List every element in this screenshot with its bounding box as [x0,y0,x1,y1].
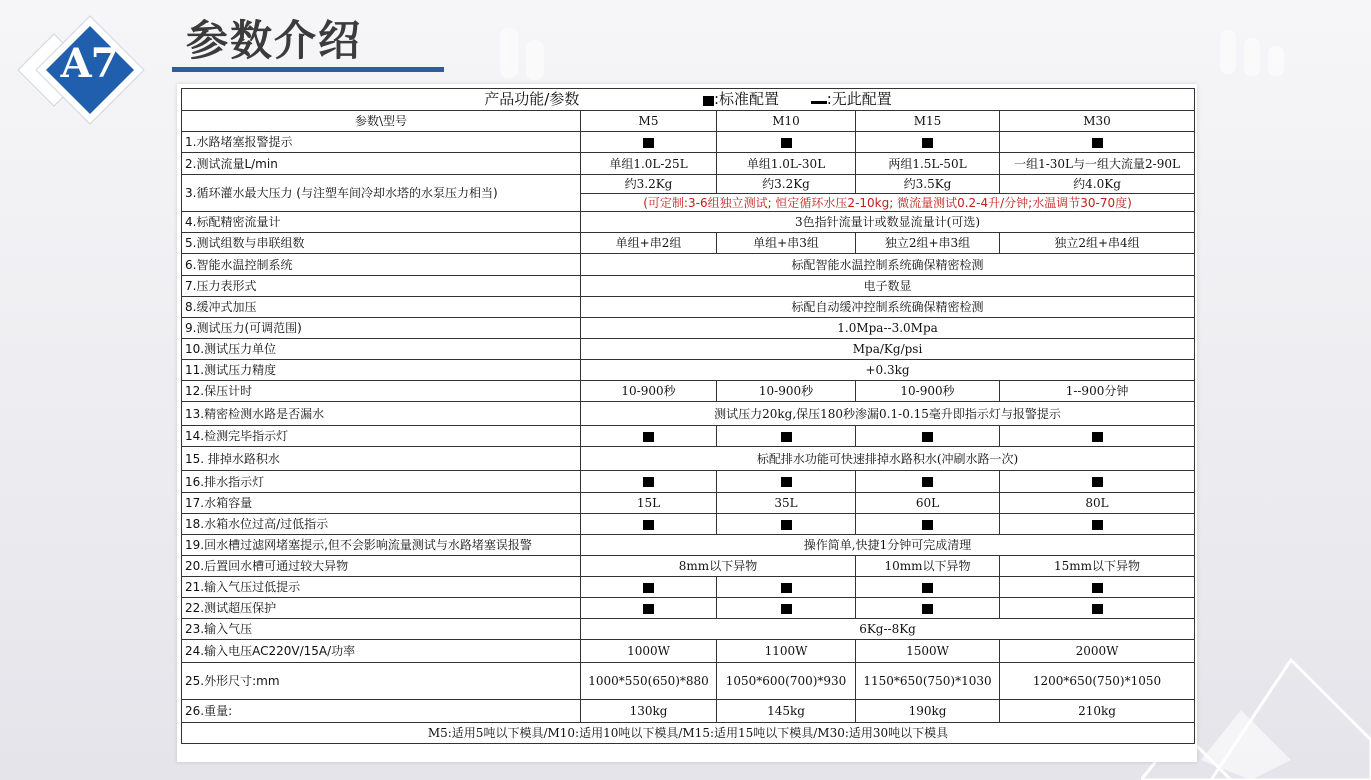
standard-square-icon [1092,477,1103,487]
row-label: 1.水路堵塞报警提示 [182,132,581,153]
cell-value: 约3.2Kg [581,175,717,194]
row-label: 12.保压计时 [182,381,581,402]
row-label: 15. 排掉水路积水 [182,447,581,471]
row-label: 17.水箱容量 [182,493,581,514]
cell-value: 约4.0Kg [1000,175,1195,194]
model-header: M5 [581,111,717,132]
table-row [182,598,1195,619]
cell-value: 10mm以下异物 [856,556,1000,577]
standard-square-icon [781,583,792,593]
table-row [182,402,1195,426]
cell-value: 1.0Mpa--3.0Mpa [581,318,1195,339]
spec-sheet [177,84,1197,762]
table-row [182,276,1195,297]
row-label: 14.检测完毕指示灯 [182,426,581,447]
row-label: 9.测试压力(可调范围) [182,318,581,339]
cell-value: 8mm以下异物 [581,556,856,577]
model-header: M30 [1000,111,1195,132]
row-label: 25.外形尺寸:mm [182,663,581,700]
row-label: 19.回水槽过滤网堵塞提示,但不会影响流量测试与水路堵塞误报警 [182,535,581,556]
cell-value: 10-900秒 [581,381,717,402]
cell-value: 1150*650(750)*1030 [856,663,1000,700]
table-row [182,535,1195,556]
standard-square-icon [922,583,933,593]
table-footer: M5:适用5吨以下模具/M10:适用10吨以下模具/M15:适用15吨以下模具/M30:适用30吨以下模具 [182,723,1195,744]
cell-value: 独立2组+串4组 [1000,233,1195,254]
cell-value: 1500W [856,640,1000,663]
cell-value: +0.3kg [581,360,1195,381]
cell-value: 操作简单,快捷1分钟可完成清理 [581,535,1195,556]
table-row [182,254,1195,276]
standard-square-icon [781,138,792,148]
model-header: M10 [717,111,856,132]
standard-square-icon [922,138,933,148]
row-label: 8.缓冲式加压 [182,297,581,318]
cell-value: 独立2组+串3组 [856,233,1000,254]
table-row [182,318,1195,339]
table-row [182,381,1195,402]
table-header [182,89,1195,111]
cell-value: 60L [856,493,1000,514]
row-label: 4.标配精密流量计 [182,212,581,233]
cell-value: 3色指针流量计或数显流量计(可选) [581,212,1195,233]
table-row [182,577,1195,598]
standard-square-icon [781,432,792,442]
cell-value: 1200*650(750)*1050 [1000,663,1195,700]
cell-value: 15L [581,493,717,514]
none-dash-icon [811,101,827,104]
cell-value: 10-900秒 [717,381,856,402]
cell-value: 约3.5Kg [856,175,1000,194]
table-footer-row [182,723,1195,744]
table-row [182,493,1195,514]
row-label: 13.精密检测水路是否漏水 [182,402,581,426]
standard-square-icon [781,477,792,487]
cell-value: 电子数显 [581,276,1195,297]
table-row [182,212,1195,233]
standard-square-icon [922,604,933,614]
row-label: 10.测试压力单位 [182,339,581,360]
table-row [182,447,1195,471]
table-row [182,153,1195,175]
cell-value: 6Kg--8Kg [581,619,1195,640]
table-row [182,663,1195,700]
row-label: 7.压力表形式 [182,276,581,297]
row-label: 20.后置回水槽可通过较大异物 [182,556,581,577]
table-row [182,175,1195,194]
standard-square-icon [922,432,933,442]
legend-none: :无此配置 [826,90,892,108]
standard-square-icon [643,477,654,487]
cell-value: 80L [1000,493,1195,514]
cell-value: 单组1.0L-30L [717,153,856,175]
table-row [182,233,1195,254]
table-header-row [182,89,1195,111]
table-row [182,514,1195,535]
cell-value: 35L [717,493,856,514]
table-row [182,556,1195,577]
cell-value: 1--900分钟 [1000,381,1195,402]
row-label: 26.重量: [182,700,581,723]
row-label: 21.输入气压过低提示 [182,577,581,598]
standard-square-icon [1092,583,1103,593]
table-row [182,339,1195,360]
cell-value: 标配自动缓冲控制系统确保精密检测 [581,297,1195,318]
cell-value: 145kg [717,700,856,723]
cell-value: 1000*550(650)*880 [581,663,717,700]
cell-value: 130kg [581,700,717,723]
standard-square-icon [703,96,714,106]
table-row [182,360,1195,381]
standard-square-icon [643,604,654,614]
row-label: 24.输入电压AC220V/15A/功率 [182,640,581,663]
row-label: 18.水箱水位过高/过低指示 [182,514,581,535]
param-header: 参数\型号 [182,111,581,132]
cell-value: 两组1.5L-50L [856,153,1000,175]
row-label: 22.测试超压保护 [182,598,581,619]
cell-value: 单组+串2组 [581,233,717,254]
cell-value: 1050*600(700)*930 [717,663,856,700]
standard-square-icon [781,520,792,530]
cell-value: 2000W [1000,640,1195,663]
table-row [182,700,1195,723]
standard-square-icon [643,432,654,442]
page-title: 参数介绍 [186,16,363,65]
row-label: 2.测试流量L/min [182,153,581,175]
standard-square-icon [922,520,933,530]
cell-value: 1100W [717,640,856,663]
cell-value: 1000W [581,640,717,663]
standard-square-icon [643,520,654,530]
table-row [182,640,1195,663]
standard-square-icon [781,604,792,614]
cell-value: 15mm以下异物 [1000,556,1195,577]
cell-value: Mpa/Kg/psi [581,339,1195,360]
cell-value: 单组1.0L-25L [581,153,717,175]
cell-value: 一组1-30L与一组大流量2-90L [1000,153,1195,175]
cell-value: 单组+串3组 [717,233,856,254]
row-label: 16.排水指示灯 [182,471,581,493]
title-underline [172,67,444,72]
table-row [182,471,1195,493]
row-label: 5.测试组数与串联组数 [182,233,581,254]
table-row [182,297,1195,318]
table-row [182,132,1195,153]
cell-value: 标配排水功能可快速排掉水路积水(冲刷水路一次) [581,447,1195,471]
standard-square-icon [643,138,654,148]
standard-square-icon [1092,520,1103,530]
standard-square-icon [922,477,933,487]
table-row [182,111,1195,132]
table-row [182,619,1195,640]
row-label: 6.智能水温控制系统 [182,254,581,276]
row-label: 11.测试压力精度 [182,360,581,381]
table-row [182,426,1195,447]
cell-value: 标配智能水温控制系统确保精密检测 [581,254,1195,276]
cell-value: 约3.2Kg [717,175,856,194]
cell-value: 190kg [856,700,1000,723]
cell-value: 10-900秒 [856,381,1000,402]
row-label: 23.输入气压 [182,619,581,640]
table-header-title: 产品功能/参数 [484,90,580,108]
cell-value: 210kg [1000,700,1195,723]
section-badge-label: A7 [60,40,118,87]
standard-square-icon [1092,138,1103,148]
model-header: M15 [856,111,1000,132]
standard-square-icon [1092,604,1103,614]
cell-value: 测试压力20kg,保压180秒渗漏0.1-0.15毫升即指示灯与报警提示 [581,402,1195,426]
standard-square-icon [643,583,654,593]
custom-note: (可定制:3-6组独立测试; 恒定循环水压2-10kg; 微流量测试0.2-4升/分钟;水温调节30-70度) [581,194,1195,212]
spec-table [181,88,1195,744]
legend-standard: :标准配置 [713,90,780,108]
row-label: 3.循环灌水最大压力 (与注塑车间冷却水塔的水泵压力相当) [182,175,581,212]
standard-square-icon [1092,432,1103,442]
